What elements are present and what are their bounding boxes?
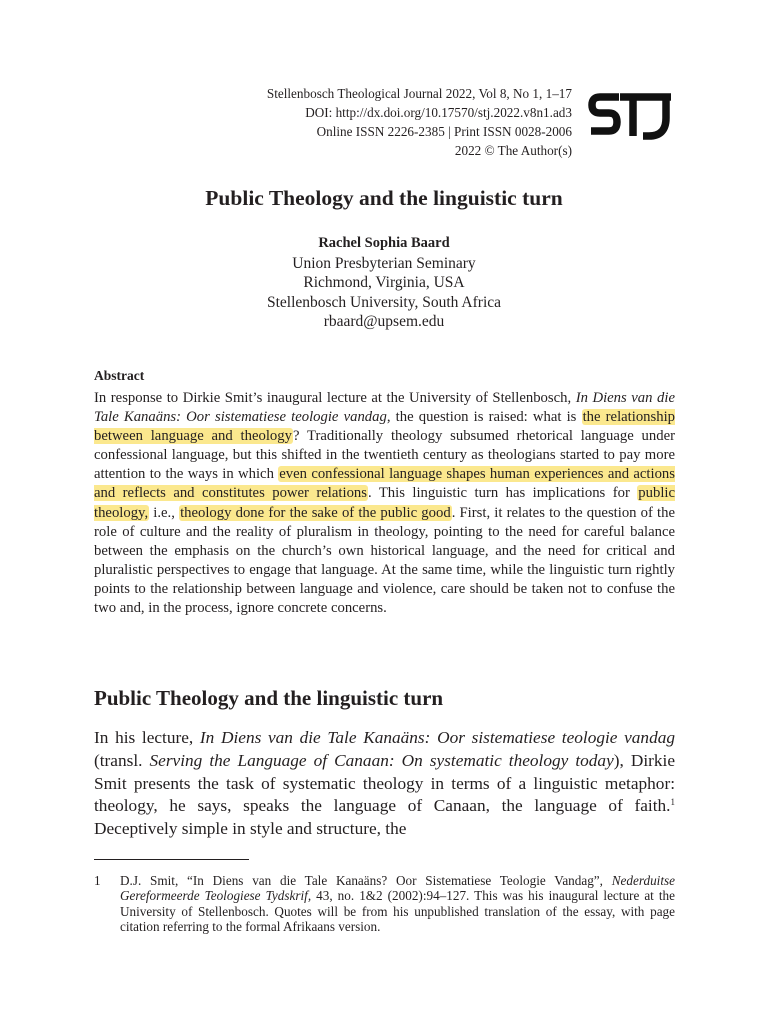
journal-doi[interactable]: DOI: http://dx.doi.org/10.17570/stj.2022.v8n1.ad3 (305, 105, 572, 120)
author-block (0, 234, 768, 332)
footnote-ref[interactable]: 1 (670, 797, 675, 808)
highlight-confessional-language[interactable]: even confessional language shapes human experiences and actions and reflects and constitutes power relations (94, 466, 675, 502)
highlight-public-good[interactable]: theology done for the sake of the public good (180, 504, 451, 521)
journal-header (267, 84, 572, 160)
abstract-text: In response to Dirkie Smit’s inaugural lecture at the University of Stellenbosch, In Diens van die Tale Kanaäns: Oor sistematiese teologie vandag, the question is raised: what is the relationship between language and theology? Traditionally theology subsumed rhetorical language under confessional language, but this shifted in the twentieth century as theologians started to pay more attention to the ways in which even confessional language shapes human experiences and actions and reflects and constitutes power relations. This linguistic turn has implications for public theology, i.e., theology done for the sake of the public good. First, it relates to the question of the role of culture and the reality of pluralism in theology, pointing to the need for careful balance between the emphasis on the church’s own historical language, and the need for critical and pluralistic perspectives to engage that language. At the same time, while the linguistic turn rightly points to the relationship between language and violence, care should be taken not to confuse the two and, in the process, ignore concrete concerns. (94, 390, 676, 617)
footnote-number: 1 (94, 873, 101, 888)
highlight-language-theology[interactable]: the relationship between language and theology (94, 409, 675, 445)
abstract-heading: Abstract (94, 368, 145, 383)
journal-copyright: 2022 © The Author(s) (454, 143, 572, 158)
journal-citation: Stellenbosch Theological Journal 2022, Vol 8, No 1, 1–17 (266, 86, 572, 101)
highlight-public-theology[interactable]: public theology, (94, 485, 676, 521)
footnote (94, 873, 675, 935)
affiliation-university: Stellenbosch University, South Africa (266, 293, 502, 311)
body-paragraph: In his lecture, In Diens van die Tale Kanaäns: Oor sistematiese teologie vandag (transl. Serving the Language of Canaan: On systematic theology today), Dirkie Smit presents the task of systematic theology in terms of a linguistic metaphor: theology, he says, speaks the language of Canaan, the language of faith.$^1$ Deceptively simple in style and structure, the (94, 728, 676, 839)
author-email[interactable]: rbaard@upsem.edu (323, 313, 445, 330)
footnote-divider (94, 859, 249, 860)
author-name: Rachel Sophia Baard (318, 235, 450, 251)
footnote-text: D.J. Smit, “In Diens van die Tale Kanaäns? Oor Sistematiese Teologie Vandag”, Nederduitse Gereformeerde Teologiese Tydskrif, 43, no. 1&2 (2002):94–127. This was his inaugural lecture at the University of Stellenbosch. Quotes will be from his unpublished translation of the essay, with page citation referring to the formal Afrikaans version. (120, 873, 675, 935)
article-title: Public Theology and the linguistic turn (205, 186, 563, 210)
affiliation-city: Richmond, Virginia, USA (303, 274, 465, 291)
stj-logo (587, 88, 673, 142)
affiliation-seminary: Union Presbyterian Seminary (292, 254, 476, 272)
section-heading: Public Theology and the linguistic turn (94, 686, 444, 710)
journal-issn: Online ISSN 2226-2385 | Print ISSN 0028-2006 (316, 124, 572, 139)
